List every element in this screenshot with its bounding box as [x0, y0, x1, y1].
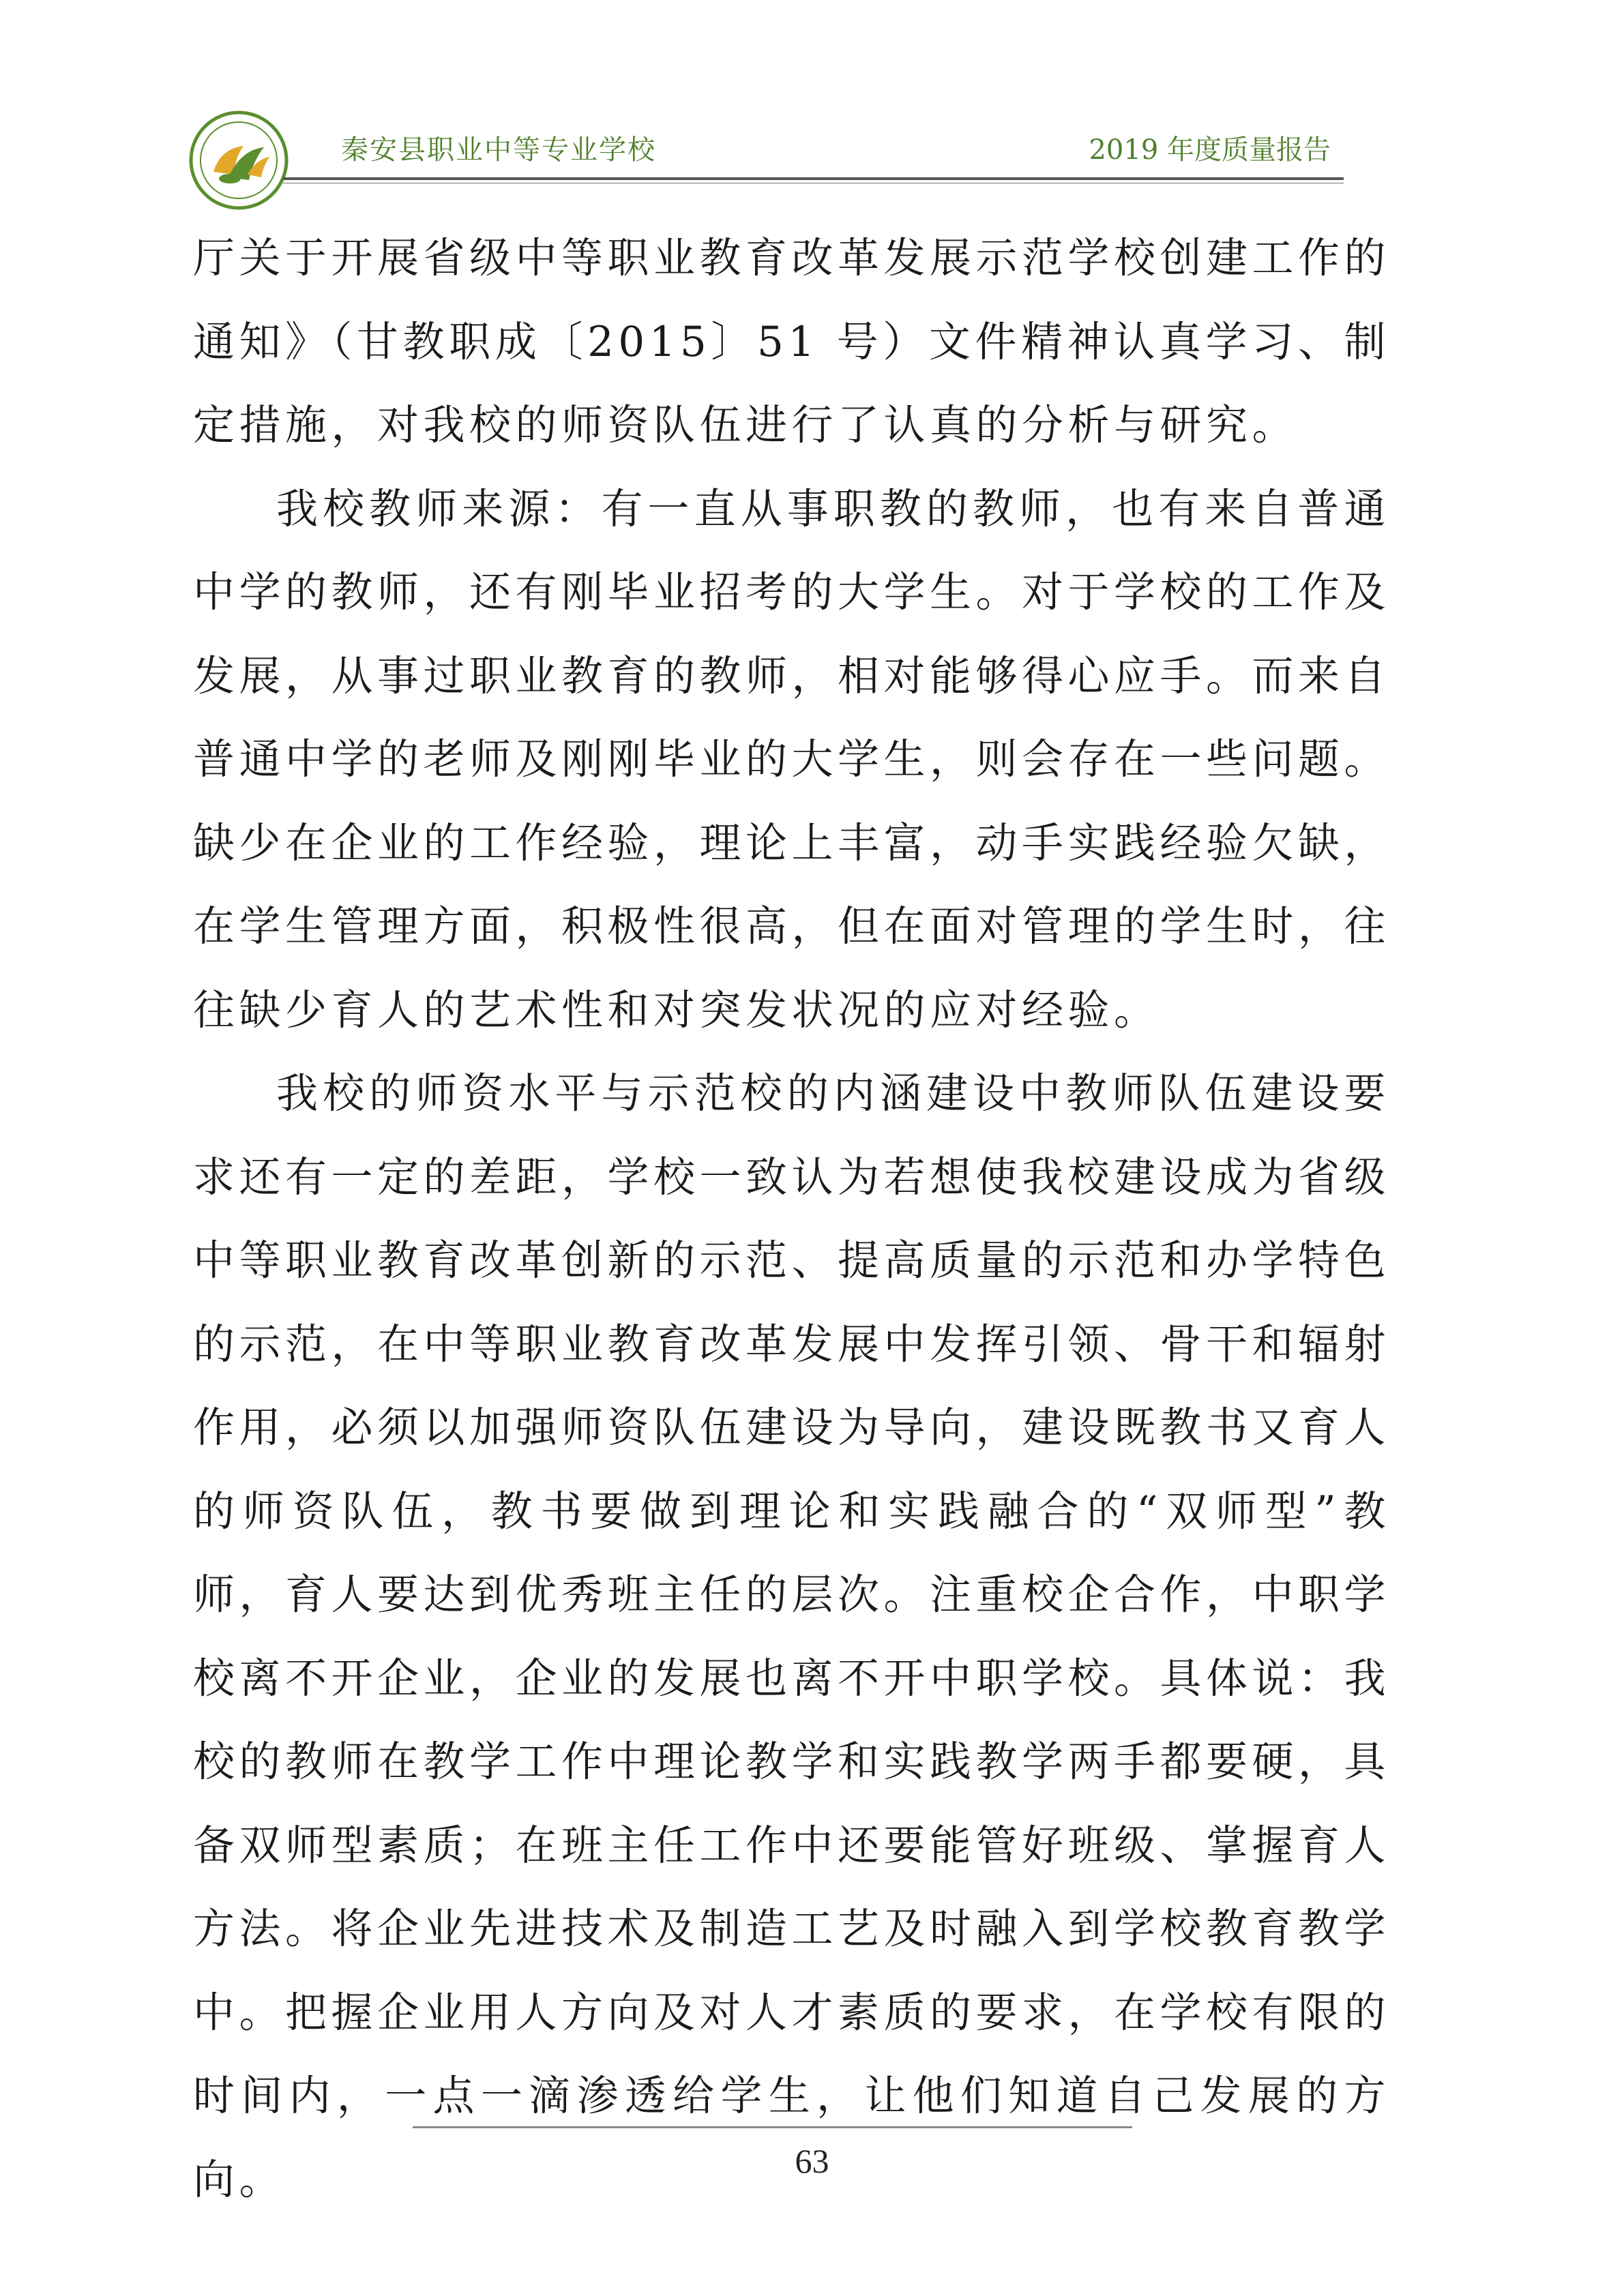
page-header	[181, 109, 1340, 184]
school-logo	[188, 109, 290, 211]
page-number: 63	[795, 2142, 829, 2180]
body-text	[193, 217, 1390, 2222]
paragraph-faculty-requirements: 我校的师资水平与示范校的内涵建设中教师队伍建设要求还有一定的差距，学校一致认为若想使我校建设成为省级中等职业教育改革创新的示范、提高质量的示范和办学特色的示范，在中等职业教育改革发展中发挥引领、骨干和辐射作用，必须以加强师资队伍建设为导向，建设既教书又育人的师资队伍，教书要做到理论和实践融合的“双师型”教师，育人要达到优秀班主任的层次。注重校企合作，中职学校离不开企业，企业的发展也离不开中职学校。具体说：我校的教师在教学工作中理论教学和实践教学两手都要硬，具备双师型素质；在班主任工作中还要能管好班级、掌握育人方法。将企业先进技术及制造工艺及时融入到学校教育教学中。把握企业用人方向及对人才素质的要求，在学校有限的时间内，一点一滴渗透给学生，让他们知道自己发展的方向。	[193, 1069, 1391, 2204]
paragraph-continuation: 厅关于开展省级中等职业教育改革发展示范学校创建工作的通知》（甘教职成〔2015〕51 号）文件精神认真学习、制定措施，对我校的师资队伍进行了认真的分析与研究。	[193, 234, 1391, 449]
header-divider	[283, 177, 1344, 180]
report-title: 2019 年度质量报告	[1089, 134, 1331, 166]
paragraph-teacher-sources: 我校教师来源：有一直从事职教的教师，也有来自普通中学的教师，还有刚毕业招考的大学生。对于学校的工作及发展，从事过职业教育的教师，相对能够得心应手。而来自普通中学的老师及刚刚毕业的大学生，则会存在一些问题。缺少在企业的工作经验，理论上丰富，动手实践经验欠缺，在学生管理方面，积极性很高，但在面对管理的学生时，往往缺少育人的艺术性和对突发状况的应对经验。	[193, 484, 1391, 1034]
school-name: 秦安县职业中等专业学校	[341, 134, 656, 166]
footer-divider	[413, 2126, 1132, 2128]
